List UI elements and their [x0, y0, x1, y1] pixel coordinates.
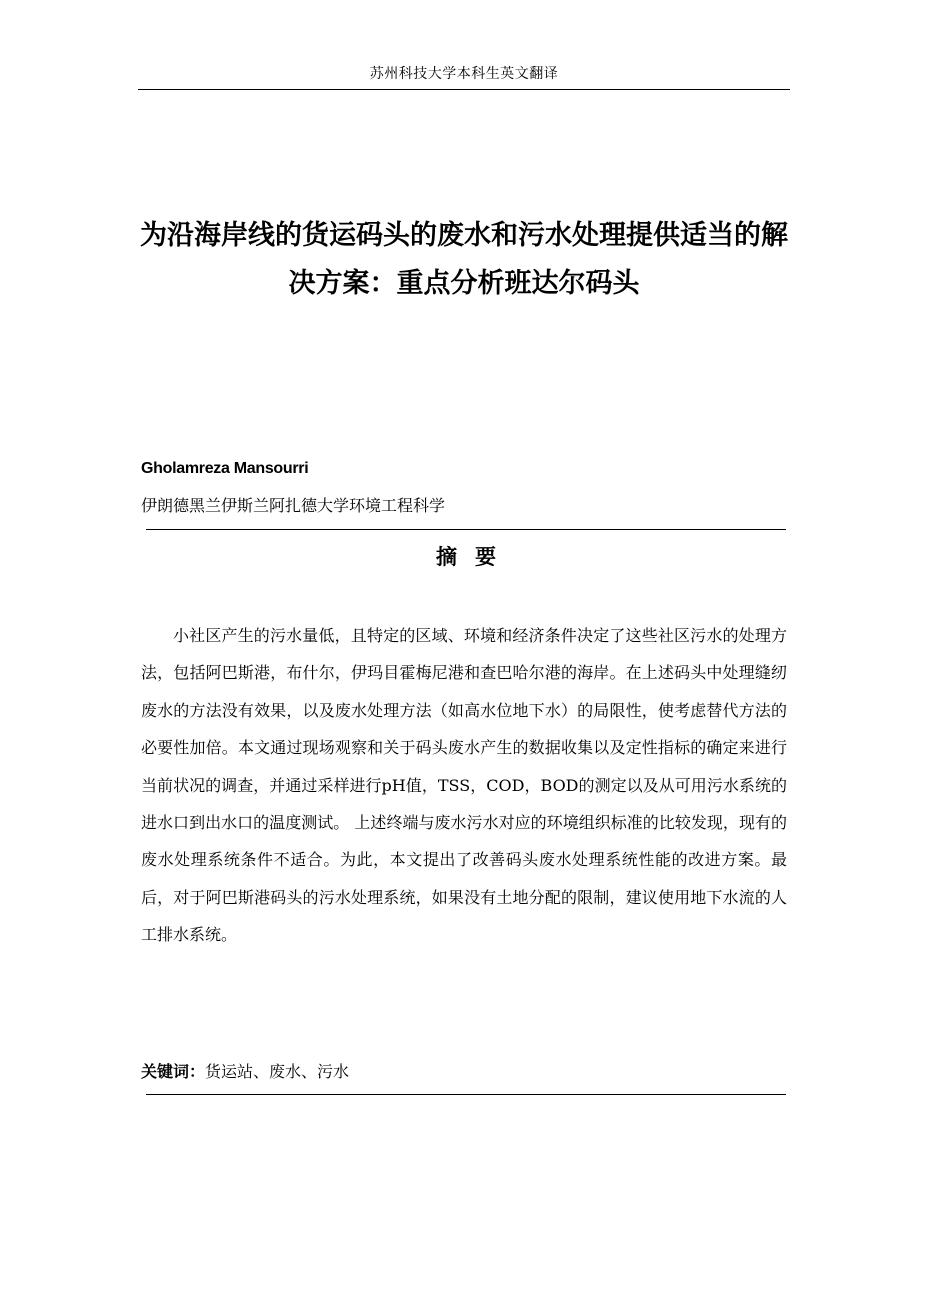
keywords-label: 关键词：: [141, 1062, 206, 1081]
author-affiliation: 伊朗德黑兰伊斯兰阿扎德大学环境工程科学: [141, 496, 446, 515]
keywords-line: [141, 1060, 349, 1084]
paper-title: 为沿海岸线的货运码头的废水和污水处理提供适当的解决方案：重点分析班达尔码头: [140, 220, 788, 299]
abstract-body: 小社区产生的污水量低，且特定的区域、环境和经济条件决定了这些社区污水的处理方法，包括阿巴斯港，布什尔，伊玛目霍梅尼港和查巴哈尔港的海岸。在上述码头中处理缝纫废水的方法没有效果，以及废水处理方法（如高水位地下水）的局限性，使考虑替代方法的必要性加倍。本文通过现场观察和关于码头废水产生的数据收集以及定性指标的确定来进行当前状况的调查，并通过采样进行pH值，TSS，COD，BOD的测定以及从可用污水系统的进水口到出水口的温度测试。 上述终端与废水污水对应的环境组织标准的比较发现，现有的废水处理系统条件不适合。为此，本文提出了改善码头废水处理系统性能的改进方案。最后，对于阿巴斯港码头的污水处理系统，如果没有土地分配的限制，建议使用地下水流的人工排水系统。: [141, 626, 787, 945]
abstract-bottom-divider: [146, 1094, 786, 1095]
abstract-top-divider: [146, 529, 786, 530]
keywords-value: 货运站、废水、污水: [205, 1062, 350, 1081]
abstract-heading: 摘要: [436, 545, 514, 569]
running-header: 苏州科技大学本科生英文翻译: [369, 66, 559, 82]
author-name: Gholamreza Mansourri: [141, 460, 309, 477]
header-divider: [138, 89, 790, 90]
